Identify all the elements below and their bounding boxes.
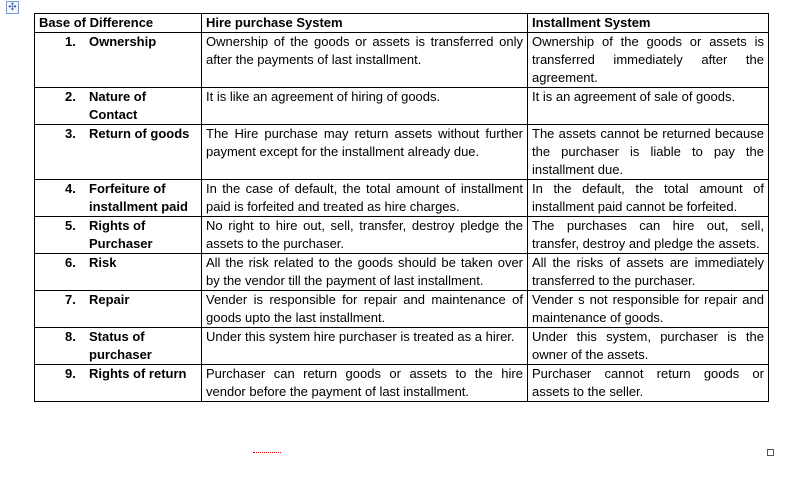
basis-cell — [35, 254, 202, 291]
installment-cell: Purchaser cannot return goods or assets to the seller. — [528, 365, 769, 402]
installment-cell: Ownership of the goods or assets is transferred immediately after the agreement. — [528, 33, 769, 88]
basis-cell — [35, 365, 202, 402]
row-number: 2. — [65, 89, 76, 104]
installment-cell: It is an agreement of sale of goods. — [528, 88, 769, 125]
installment-cell: Vender s not responsible for repair and maintenance of goods. — [528, 291, 769, 328]
hire-purchase-cell: Purchaser can return goods or assets to the hire vendor before the payment of last installment. — [202, 365, 528, 402]
row-number: 6. — [65, 255, 76, 270]
basis-cell — [35, 180, 202, 217]
table-row — [35, 217, 769, 254]
table-header-row — [35, 14, 769, 33]
basis-cell — [35, 125, 202, 180]
basis-cell — [35, 291, 202, 328]
table-row — [35, 88, 769, 125]
hire-purchase-cell: It is like an agreement of hiring of goods. — [202, 88, 528, 125]
table-row — [35, 365, 769, 402]
spellcheck-underline — [253, 450, 281, 453]
basis-label: Risk — [89, 255, 117, 270]
row-number: 9. — [65, 366, 76, 381]
header-base-of-difference: Base of Difference — [35, 14, 202, 33]
table-row — [35, 125, 769, 180]
table-row — [35, 180, 769, 217]
installment-cell: All the risks of assets are immediately transferred to the purchaser. — [528, 254, 769, 291]
basis-label: Rights of return — [89, 366, 187, 381]
basis-cell — [35, 217, 202, 254]
basis-label: Rights of Purchaser — [89, 218, 153, 251]
header-installment-system: Installment System — [528, 14, 769, 33]
basis-label: Return of goods — [89, 126, 190, 141]
row-number: 8. — [65, 329, 76, 344]
row-number: 4. — [65, 181, 76, 196]
row-number: 3. — [65, 126, 76, 141]
basis-label: Forfeiture of installment paid — [89, 181, 188, 214]
row-number: 1. — [65, 34, 76, 49]
hire-purchase-cell: Under this system hire purchaser is treated as a hirer. — [202, 328, 528, 365]
row-number: 5. — [65, 218, 76, 233]
row-number: 7. — [65, 292, 76, 307]
basis-label: Nature of Contact — [89, 89, 147, 122]
basis-cell — [35, 33, 202, 88]
hire-purchase-cell: In the case of default, the total amount of installment paid is forfeited and treated as hire charges. — [202, 180, 528, 217]
hire-purchase-cell: Ownership of the goods or assets is transferred only after the payments of last installment. — [202, 33, 528, 88]
table-row — [35, 291, 769, 328]
table-move-handle-icon[interactable]: ✣ — [6, 1, 19, 14]
table-resize-handle[interactable] — [767, 449, 774, 456]
basis-label: Status of purchaser — [89, 329, 152, 362]
hire-purchase-cell: No right to hire out, sell, transfer, destroy pledge the assets to the purchaser. — [202, 217, 528, 254]
installment-cell: The assets cannot be returned because the purchaser is liable to pay the installment due. — [528, 125, 769, 180]
installment-cell: Under this system, purchaser is the owner of the assets. — [528, 328, 769, 365]
basis-cell — [35, 328, 202, 365]
hire-purchase-cell: The Hire purchase may return assets without further payment except for the installment already due. — [202, 125, 528, 180]
comparison-table — [34, 13, 769, 402]
installment-cell: The purchases can hire out, sell, transfer, destroy and pledge the assets. — [528, 217, 769, 254]
basis-cell — [35, 88, 202, 125]
installment-cell: In the default, the total amount of installment paid cannot be forfeited. — [528, 180, 769, 217]
hire-purchase-cell: All the risk related to the goods should be taken over by the vendor till the payment of last installment. — [202, 254, 528, 291]
basis-label: Repair — [89, 292, 130, 307]
basis-label: Ownership — [89, 34, 157, 49]
table-row — [35, 33, 769, 88]
table-row — [35, 328, 769, 365]
table-row — [35, 254, 769, 291]
hire-purchase-cell: Vender is responsible for repair and maintenance of goods upto the last installment. — [202, 291, 528, 328]
header-hire-purchase-system: Hire purchase System — [202, 14, 528, 33]
